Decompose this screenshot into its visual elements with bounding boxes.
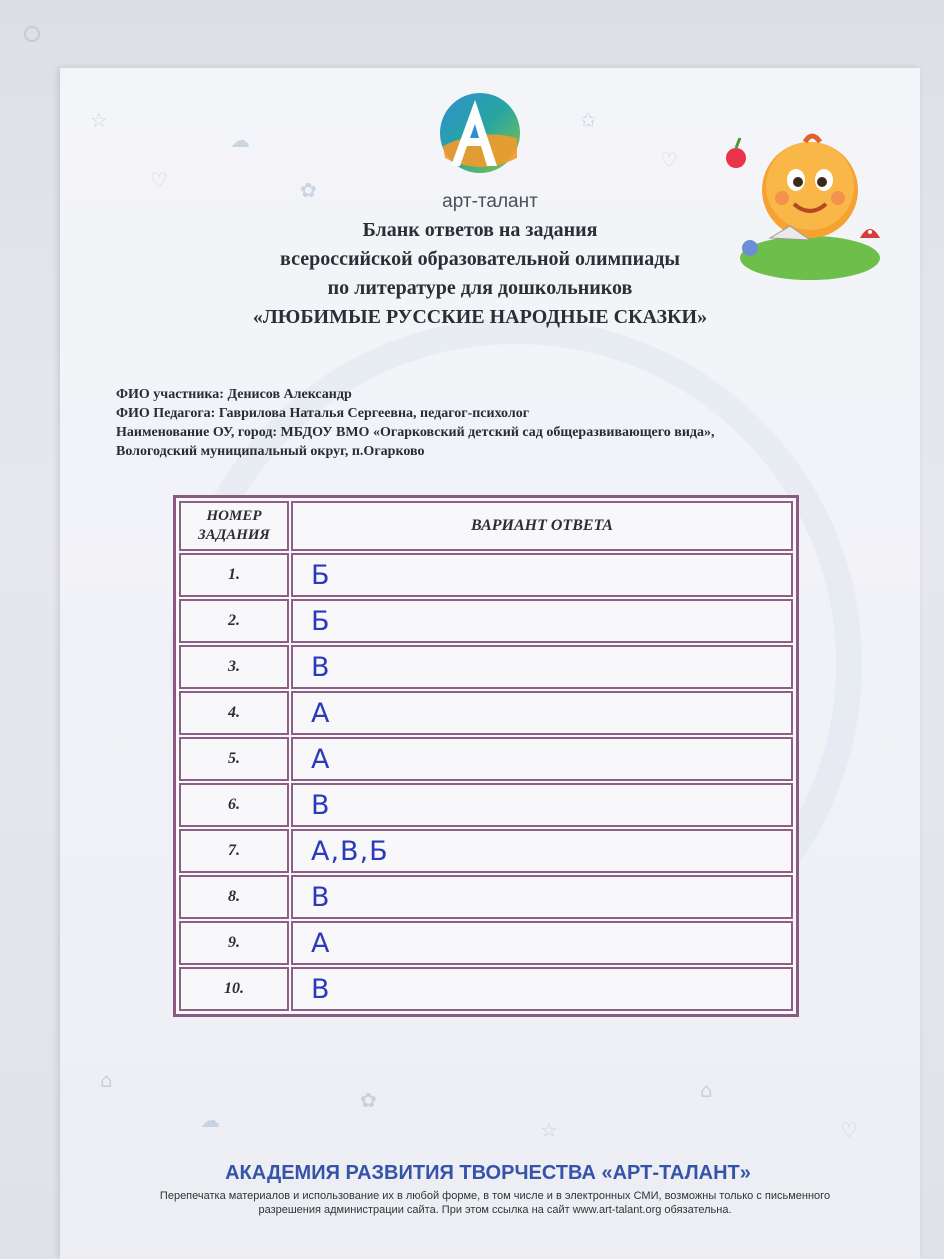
house-doodle-icon: ⌂: [700, 1078, 713, 1102]
table-row: [178, 552, 794, 598]
handwritten-answer: В: [291, 875, 793, 919]
heart-doodle-icon: ♡: [660, 148, 678, 172]
table-row: [178, 598, 794, 644]
participant-info: [116, 385, 714, 461]
star-doodle-icon: ✩: [580, 108, 597, 132]
task-number: 4.: [179, 691, 289, 735]
task-number: 9.: [179, 921, 289, 965]
table-row: [178, 690, 794, 736]
table-row: [178, 966, 794, 1012]
table-row: [178, 644, 794, 690]
house-doodle-icon: ⌂: [100, 1068, 113, 1092]
task-number: 8.: [179, 875, 289, 919]
footer-academy-title: АКАДЕМИЯ РАЗВИТИЯ ТВОРЧЕСТВА «АРТ-ТАЛАНТ»: [225, 1162, 751, 1184]
table-row: [178, 736, 794, 782]
header-task-number: НОМЕР ЗАДАНИЯ: [179, 501, 289, 551]
handwritten-answer: А,В,Б: [291, 829, 793, 873]
flower-doodle-icon: ✿: [360, 1088, 377, 1112]
handwritten-answer: В: [291, 645, 793, 689]
flower-doodle-icon: ✿: [300, 178, 317, 202]
handwritten-answer: А: [291, 691, 793, 735]
logo-caption: арт-талант: [442, 191, 538, 212]
teacher-name: ФИО Педагога: Гаврилова Наталья Сергеевна, педагог-психолог: [116, 406, 530, 421]
district: Вологодский муниципальный округ, п.Огарково: [116, 444, 425, 459]
table-row: [178, 828, 794, 874]
star-doodle-icon: ☆: [540, 1118, 558, 1142]
title-line-4: «ЛЮБИМЫЕ РУССКИЕ НАРОДНЫЕ СКАЗКИ»: [252, 306, 708, 328]
task-number: 1.: [179, 553, 289, 597]
task-number: 6.: [179, 783, 289, 827]
institution: Наименование ОУ, город: МБДОУ ВМО «Огарковский детский сад общеразвивающего вида»,: [116, 425, 715, 440]
task-number: 3.: [179, 645, 289, 689]
task-number: 5.: [179, 737, 289, 781]
handwritten-answer: Б: [291, 599, 793, 643]
form-title: [60, 216, 900, 332]
table-row: [178, 874, 794, 920]
footer-copyright-note: Перепечатка материалов и использование их в любой форме, в том числе и в электронных СМИ, возможны только с письменного разрешения администрации сайта. При этом ссылка на сайт www.art-talant.org обязательна.: [159, 1190, 831, 1216]
task-number: 10.: [179, 967, 289, 1011]
answer-sheet: [60, 68, 920, 1259]
heart-doodle-icon: ♡: [840, 1118, 858, 1142]
background-dot: [24, 26, 40, 42]
art-talant-logo-icon: [435, 88, 525, 178]
handwritten-answer: В: [291, 783, 793, 827]
table-row: [178, 782, 794, 828]
cloud-doodle-icon: ☁: [200, 1108, 220, 1132]
title-line-3: по литературе для дошкольников: [327, 277, 633, 299]
answers-table: [173, 495, 799, 1017]
table-header-row: [178, 500, 794, 552]
participant-name: ФИО участника: Денисов Александр: [116, 387, 352, 402]
title-line-1: Бланк ответов на задания: [362, 219, 598, 241]
handwritten-answer: Б: [291, 553, 793, 597]
handwritten-answer: А: [291, 737, 793, 781]
cloud-doodle-icon: ☁: [230, 128, 250, 152]
title-line-2: всероссийской образовательной олимпиады: [280, 248, 680, 270]
handwritten-answer: А: [291, 921, 793, 965]
header-answer-variant: ВАРИАНТ ОТВЕТА: [291, 501, 793, 551]
heart-doodle-icon: ♡: [150, 168, 168, 192]
table-row: [178, 920, 794, 966]
task-number: 2.: [179, 599, 289, 643]
task-number: 7.: [179, 829, 289, 873]
star-doodle-icon: ☆: [90, 108, 108, 132]
handwritten-answer: В: [291, 967, 793, 1011]
